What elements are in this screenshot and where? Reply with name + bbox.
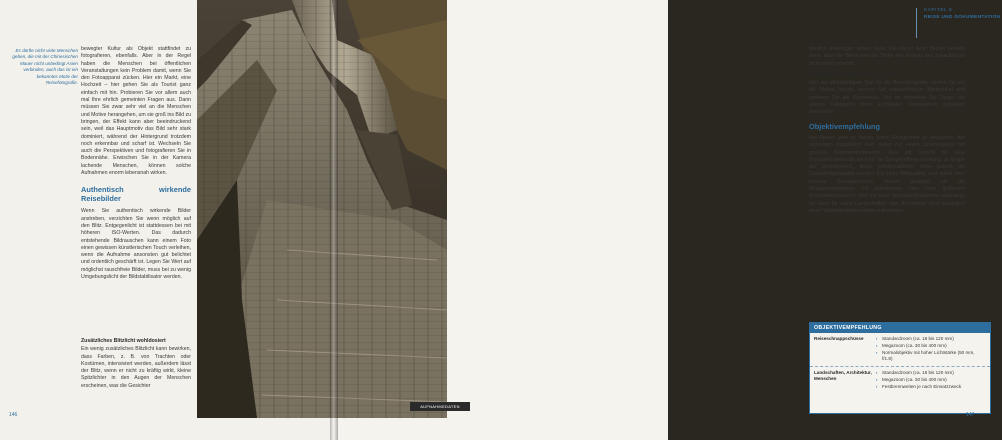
subsection-heading: Ungewöhnliche Blickwinkel suchen (809, 71, 897, 78)
box-row-label: Landschaften, Architektur, Menschen (814, 370, 872, 381)
body-paragraph: Wenn Sie authentisch wirkende Bilder anstreben, verzichten Sie wenn möglich auf den Blitz. Entgegenlicht ist stattdessen bei mit höheren ISO-Werten. Das dadurch entstehende Bildrauschen kann einem Foto einen gewissen künstlerischen Touch verleihen, wenn die Aufnahme ansonsten gut belichtet und ordentlich geschärft ist. Legen Sie Wert auf möglichst rauschfreie Bilder, muss bei zu wenig Umgebungslicht der Bildstabilisator werden. (81, 208, 191, 281)
right-column-top (809, 46, 965, 219)
body-paragraph: bewegter Kultur als Objekt stattfindet zu fotografieren, ebenfalls. Aber in der Regel haben die Menschen bei öffentlichen Veranstaltungen kein Problem damit, wenn Sie den Fotoapparat zücken. Hier ein Markt, eine Hochzeit – hier gehen Sie als Tourist ganz einfach mit hin. Probieren Sie vor allem auch mal Ihre ehrlich gemeinten Fragen aus. Dann müssen Sie zwar sehr viel an die Menschen und Motive herangehen, um sie groß ins Bild zu bringen, der Effekt kann aber beeindruckend sein, weil das Hauptmotiv das Bild sehr stark dominiert, während der Hintergrund trotzdem noch erkennbar und scharf ist. Wechseln Sie auch die Perspektiven und fotografieren Sie in Bodennähe. Erwischen Sie in der Kamera lachende Menschen, können solche Aufnahmen enorm lebensnah wirken. (81, 46, 191, 177)
box-row (810, 367, 990, 394)
body-paragraph: Hier der allerwichtigste Tipp für die Reisefotografie: Gehen Sie um die Motive herum, suchen Sie ungewöhnliche Blickwinkel und variieren Sie die Brennweite. Nur so entstehen Sie Dinge, die andere Fotografen beim Empfehlen Vorbeigehen garantiert übersehen. (809, 80, 965, 116)
box-list-item: ▪ Megazoom (ca. 30 bis 400 mm) (876, 377, 986, 383)
box-row-label: Reiseschnappschüsse (814, 336, 864, 341)
box-list-item: ▪ Festbrennweiten je nach Einsatzzweck (876, 384, 986, 390)
section-heading: Authentisch wirkende Reisebilder (81, 185, 191, 204)
great-wall-photo (197, 0, 447, 418)
chapter-title: REISE UND DOKUMENTATION (924, 14, 1001, 20)
chapter-label: KAPITEL 8 (924, 8, 953, 13)
body-paragraph: Auf Reisen geht es darum, keine Gelegenheit zu verpassen. Am sichersten fotografiert man daher mit einem Zoomobjektiv mit großem Brennweitenbereich. Das gilt sowohl für eine Kompaktkamera als auch für die Spiegelreflexausrüstung. Je länger der Zoombereich, desto problematischer kann jedoch die Darstellungsqualität werden. Für hohe Bildqualität sind daher eher kürzere Standardzooms besser geeignet als die Megazoomobjektive mit zehnfachem oder noch größerem Brennweitenbereich. Wer mit einer Spiegelreflexkamera unterwegs ist, kann für seine Landschaften oder Architektur noch zusätzlich einen Weitwinkelbrennweiten mitnehmen. (809, 134, 965, 214)
page-number-left: 146 (9, 412, 18, 418)
left-column-1 (81, 46, 191, 285)
box-list-item: ▪ Normalobjektiv mit hoher Lichtstärke (50 mm, f/1.8) (876, 350, 986, 362)
box-row (810, 333, 990, 367)
box-list-item: ▪ Megazoom (ca. 30 bis 400 mm) (876, 343, 986, 349)
section-heading: Objektivempfehlung (809, 121, 881, 131)
body-paragraph: deutlich lebendiger wirken lässt. Die Kunst beim Blitzen besteht darin, dass der Betrachter der Bilder den Einsatz des Zusatzblitzes nicht sofort erkennt. (809, 46, 965, 67)
box-title: OBJEKTIVEMPFEHLUNG (810, 323, 990, 333)
body-paragraph: Ein wenig zusätzliches Blitzlicht kann bewirken, dass Farben, z. B. von Trachten oder Kostümen, intensiviert werden, außerdem lässt der Blitz, wenn er nicht zu kräftig wirkt, kleine Spitzlichter in den Augen der Menschen erscheinen, was die Gesichter (81, 346, 191, 389)
page-number-right: 147 (966, 412, 975, 418)
book-gutter (330, 0, 338, 440)
chapter-marker (916, 8, 1002, 38)
lens-recommendation-box (809, 322, 991, 414)
photo-caption: Es dürfte nicht viele Menschen geben, die mit der Chinesischen Mauer nicht unbedingt Asien verbinden, auch das ist ein bekanntes Motiv der Reisefotografie. (12, 48, 78, 86)
box-list-item: ▪ Standardzoom (ca. 18 bis 120 mm) (876, 336, 986, 342)
photo-data-label: AUFNAHMEDATEN (410, 402, 470, 411)
left-column-2 (81, 334, 191, 394)
subsection-heading: Zusätzliches Blitzlicht wohldosiert (81, 338, 166, 344)
box-list-item: ▪ Standardzoom (ca. 18 bis 120 mm) (876, 370, 986, 376)
